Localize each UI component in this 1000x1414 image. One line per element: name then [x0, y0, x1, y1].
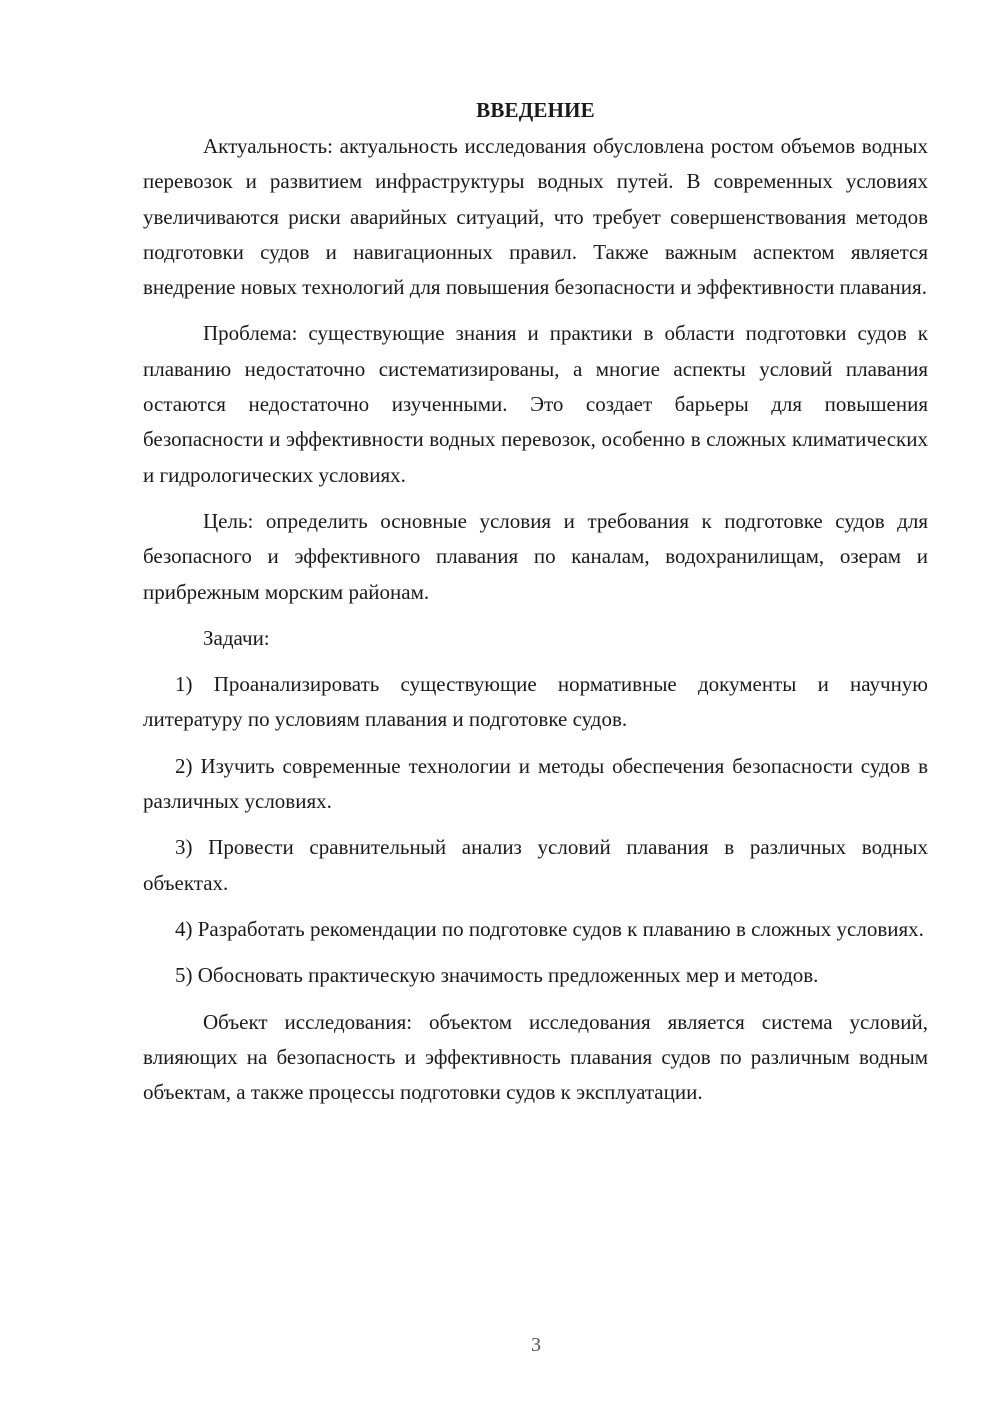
paragraph-problem: Проблема: существующие знания и практики в области подготовки судов к плаванию недостаточно систематизированы, а многие аспекты условий плавания остаются недостаточно изученными. Это создает барьеры для повышения безопасности и эффективности водных перевозок, особенно в сложных климатических и гидрологических условиях.	[143, 321, 928, 487]
task-item-5: 5) Обосновать практическую значимость предложенных мер и методов.	[175, 963, 819, 988]
task-item-4: 4) Разработать рекомендации по подготовке судов к плаванию в сложных условиях.	[175, 916, 924, 941]
task-item-1: 1) Проанализировать существующие нормативные документы и научную литературу по условиям плавания и подготовке судов.	[143, 672, 928, 732]
task-item-3: 3) Провести сравнительный анализ условий плавания в различных водных объектах.	[143, 835, 928, 895]
tasks-title: Задачи:	[203, 625, 270, 650]
paragraph-goal: Цель: определить основные условия и требования к подготовке судов для безопасного и эффективного плавания по каналам, водохранилищам, озерам и прибрежным морским районам.	[143, 508, 928, 604]
page-number: 3	[531, 1334, 541, 1356]
section-heading: ВВЕДЕНИЕ	[476, 98, 595, 122]
paragraph-relevance: Актуальность: актуальность исследования обусловлена ростом объемов водных перевозок и развитием инфраструктуры водных путей. В современных условиях увеличиваются риски аварийных ситуаций, что требует совершенствования методов подготовки судов и навигационных правил. Также важным аспектом является внедрение новых технологий для повышения безопасности и эффективности плавания.	[143, 134, 928, 300]
task-item-2: 2) Изучить современные технологии и методы обеспечения безопасности судов в различных условиях.	[143, 753, 928, 814]
document-page	[143, 95, 928, 1121]
paragraph-object: Объект исследования: объектом исследования является система условий, влияющих на безопасность и эффективность плавания судов по различным водным объектам, а также процессы подготовки судов к эксплуатации.	[143, 1009, 928, 1105]
